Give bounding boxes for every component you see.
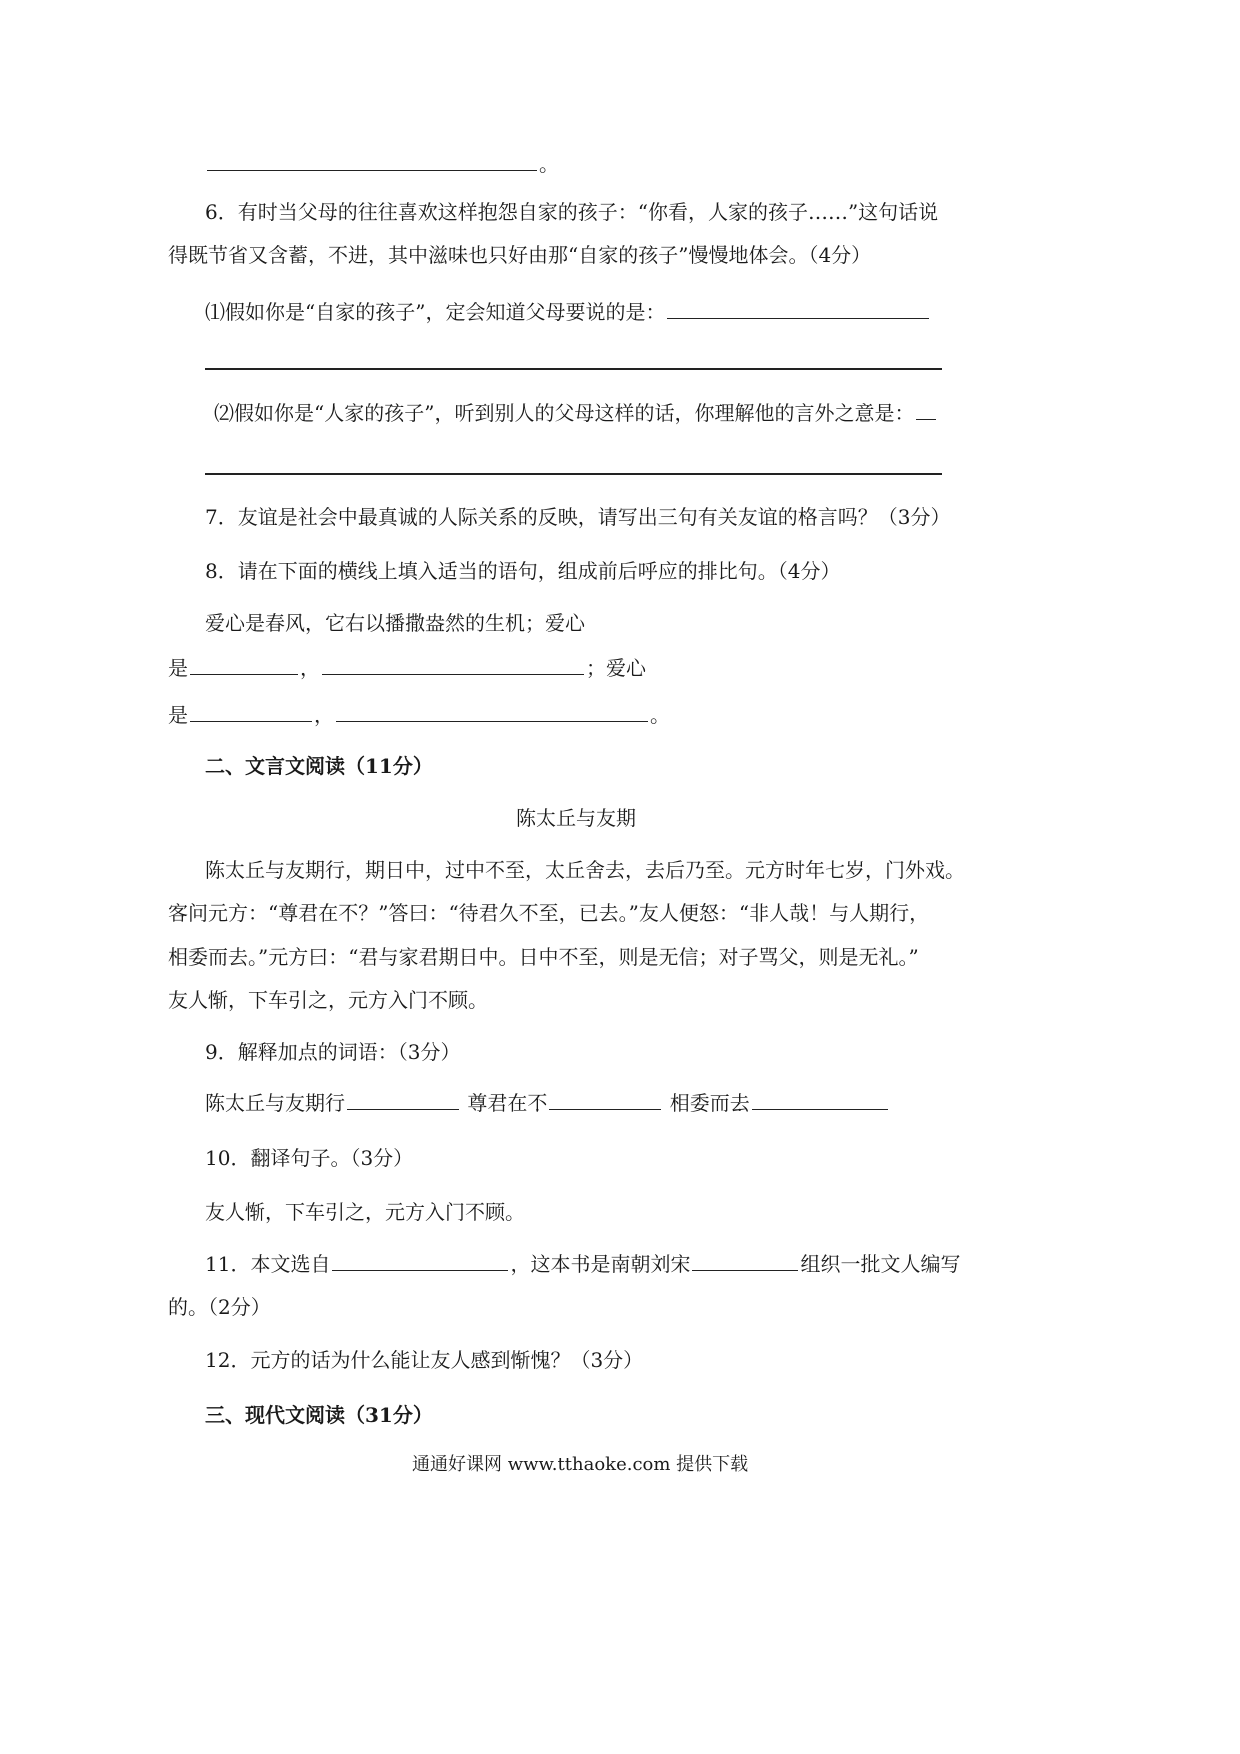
answer-blank[interactable] [336, 699, 648, 722]
question-10-sentence: 友人惭，下车引之，元方入门不顾。 [205, 1200, 525, 1224]
question-11-line-1: 11．本文选自 ，这本书是南朝刘宋 组织一批文人编写 [205, 1248, 960, 1279]
question-8-line-4: 是 ， 。 [168, 699, 670, 730]
section-3-heading: 三、现代文阅读（31分） [205, 1403, 433, 1427]
answer-blank[interactable] [207, 148, 537, 171]
answer-blank[interactable] [332, 1248, 508, 1271]
answer-blank[interactable] [190, 652, 298, 675]
question-6-sub-2: ⑵假如你是“人家的孩子”，听到别人的父母这样的话，你理解他的言外之意是： [214, 397, 938, 428]
passage-line-4: 友人惭，下车引之，元方入门不顾。 [168, 988, 488, 1012]
answer-blank[interactable] [190, 699, 312, 722]
answer-blank[interactable] [322, 652, 584, 675]
answer-blank[interactable] [916, 397, 936, 420]
dotted-word: 不 [527, 1091, 548, 1115]
question-6-line-1: 6．有时当父母的往往喜欢这样抱怨自家的孩子：“你看，人家的孩子……”这句话说 [205, 200, 939, 224]
passage-line-1: 陈太丘与友期行，期日中，过中不至，太丘舍去，去后乃至。元方时年七岁，门外戏。 [205, 858, 965, 882]
question-9-items: 陈太丘与友期行 尊君在不 相委而去 [205, 1087, 890, 1118]
dotted-word: 期 [305, 1091, 325, 1115]
answer-blank[interactable] [549, 1087, 661, 1110]
answer-blank[interactable] [667, 296, 929, 319]
answer-blank[interactable] [692, 1248, 798, 1271]
question-8-line-1: 8．请在下面的横线上填入适当的语句，组成前后呼应的排比句。（4分） [205, 559, 841, 583]
dotted-word: 去 [729, 1091, 750, 1115]
question-12: 12．元方的话为什么能让友人感到惭愧？（3分） [205, 1348, 644, 1372]
passage-title: 陈太丘与友期 [516, 806, 636, 830]
question-10: 10．翻译句子。（3分） [205, 1146, 414, 1170]
answer-blank[interactable] [347, 1087, 459, 1110]
question-6-line-2: 得既节省又含蓄，不进，其中滋味也只好由那“自家的孩子”慢慢地体会。（4分） [168, 243, 872, 267]
question-7: 7．友谊是社会中最真诚的人际关系的反映，请写出三句有关友谊的格言吗？（3分） [205, 505, 951, 529]
passage-line-2: 客问元方：“尊君在不？”答曰：“待君久不至，已去。”友人便怒：“非人哉！与人期行， [168, 901, 930, 925]
section-2-heading: 二、文言文阅读（11分） [205, 754, 433, 778]
answer-rule[interactable] [205, 473, 942, 475]
question-8-line-3: 是 ， ；爱心 [168, 652, 646, 683]
answer-rule[interactable] [205, 368, 942, 370]
question-6-sub-1: ⑴假如你是“自家的孩子”，定会知道父母要说的是： [205, 296, 931, 327]
answer-line-continuation: 。 [205, 148, 559, 179]
question-9: 9．解释加点的词语：（3分） [205, 1040, 461, 1064]
page-footer: 通通好课网 www.tthaoke.com 提供下载 [412, 1454, 749, 1475]
question-8-line-2: 爱心是春风，它右以播撒盎然的生机；爱心 [205, 611, 585, 635]
passage-line-3: 相委而去。”元方曰：“君与家君期日中。日中不至，则是无信；对子骂父，则是无礼。” [168, 945, 919, 969]
answer-blank[interactable] [752, 1087, 888, 1110]
question-11-line-2: 的。（2分） [168, 1295, 271, 1319]
